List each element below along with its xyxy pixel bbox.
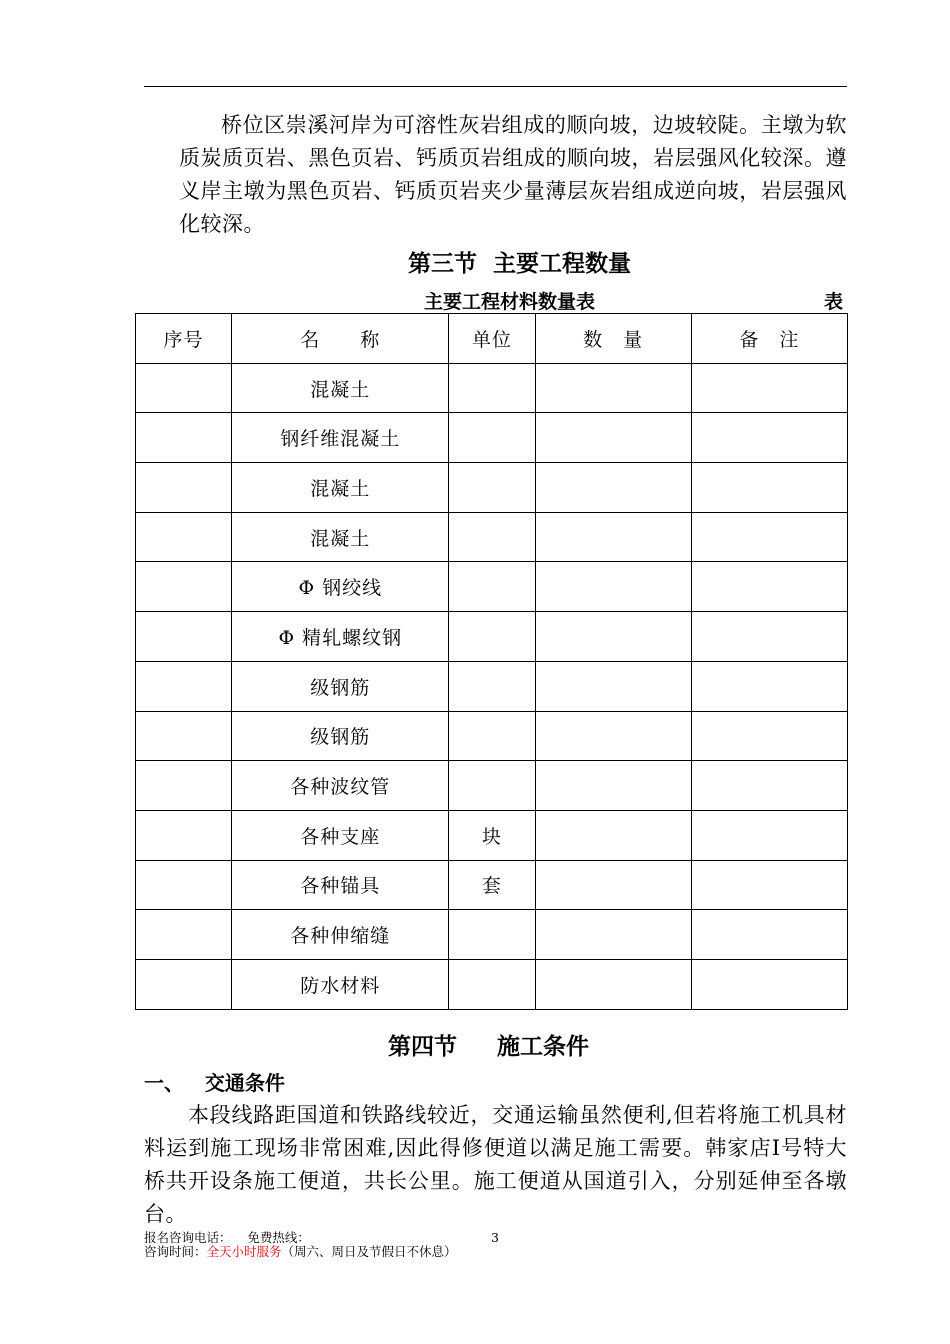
- table-body: [136, 363, 848, 1009]
- cell-no: [136, 860, 232, 910]
- cell-qty: [535, 413, 691, 463]
- cell-note: [691, 711, 847, 761]
- footer-hours-label: 咨询时间：: [144, 1244, 207, 1259]
- cell-note: [691, 761, 847, 811]
- table-row: [136, 711, 848, 761]
- cell-qty: [535, 612, 691, 662]
- table-row: [136, 810, 848, 860]
- cell-name: 防水材料: [232, 959, 449, 1009]
- footer-hours-line: [144, 1244, 457, 1259]
- cell-note: [691, 413, 847, 463]
- cell-note: [691, 363, 847, 413]
- cell-no: [136, 363, 232, 413]
- cell-unit: [449, 761, 535, 811]
- cell-name: 混凝土: [232, 512, 449, 562]
- cell-no: [136, 413, 232, 463]
- cell-unit: [449, 413, 535, 463]
- cell-unit: [449, 959, 535, 1009]
- table-row: [136, 413, 848, 463]
- cell-qty: [535, 860, 691, 910]
- header-rule: [144, 86, 847, 87]
- table-title-suffix: 表: [824, 291, 844, 313]
- cell-note: [691, 810, 847, 860]
- cell-unit: [449, 463, 535, 513]
- cell-name: 各种锚具: [232, 860, 449, 910]
- cell-no: [136, 512, 232, 562]
- table-row: [136, 761, 848, 811]
- footer-hours-note: （周六、周日及节假日不休息）: [281, 1244, 457, 1259]
- cell-no: [136, 959, 232, 1009]
- cell-no: [136, 463, 232, 513]
- cell-unit: 块: [449, 810, 535, 860]
- cell-qty: [535, 512, 691, 562]
- cell-note: [691, 910, 847, 960]
- cell-qty: [535, 711, 691, 761]
- cell-name: 各种支座: [232, 810, 449, 860]
- cell-qty: [535, 562, 691, 612]
- table-row: [136, 463, 848, 513]
- cell-qty: [535, 463, 691, 513]
- cell-no: [136, 910, 232, 960]
- section4-title: 第四节 施工条件: [388, 1034, 590, 1060]
- cell-unit: [449, 512, 535, 562]
- table-row: [136, 562, 848, 612]
- cell-unit: [449, 612, 535, 662]
- cell-name: 级钢筋: [232, 711, 449, 761]
- header-name: 名 称: [232, 314, 449, 364]
- table-title: 主要工程材料数量表: [424, 291, 596, 313]
- cell-qty: [535, 810, 691, 860]
- table-header-row: [136, 314, 848, 364]
- cell-name: Φ 钢绞线: [232, 562, 449, 612]
- cell-qty: [535, 363, 691, 413]
- table-row: [136, 860, 848, 910]
- header-qty: 数 量: [535, 314, 691, 364]
- cell-note: [691, 661, 847, 711]
- cell-name: 混凝土: [232, 463, 449, 513]
- cell-note: [691, 860, 847, 910]
- cell-name: 级钢筋: [232, 661, 449, 711]
- table-row: [136, 612, 848, 662]
- cell-no: [136, 612, 232, 662]
- cell-unit: [449, 711, 535, 761]
- cell-name: 各种伸缩缝: [232, 910, 449, 960]
- cell-qty: [535, 959, 691, 1009]
- traffic-paragraph: 本段线路距国道和铁路线较近，交通运输虽然便利,但若将施工机具材料运到施工现场非常困难,因此得修便道以满足施工需要。韩家店Ⅰ号特大桥共开设条施工便道，共长公里。施工便道从国道引入，分别延伸至各墩台。: [144, 1103, 847, 1226]
- table-row: [136, 959, 848, 1009]
- table-row: [136, 512, 848, 562]
- cell-unit: [449, 661, 535, 711]
- cell-name: 各种波纹管: [232, 761, 449, 811]
- cell-no: [136, 562, 232, 612]
- cell-no: [136, 810, 232, 860]
- cell-qty: [535, 661, 691, 711]
- cell-no: [136, 761, 232, 811]
- cell-qty: [535, 910, 691, 960]
- subsection-traffic-title: 一、 交通条件: [144, 1071, 285, 1095]
- header-note: 备 注: [691, 314, 847, 364]
- header-unit: 单位: [449, 314, 535, 364]
- cell-name: 钢纤维混凝土: [232, 413, 449, 463]
- cell-note: [691, 959, 847, 1009]
- cell-note: [691, 562, 847, 612]
- cell-note: [691, 512, 847, 562]
- table-row: [136, 661, 848, 711]
- cell-note: [691, 612, 847, 662]
- intro-paragraph: 桥位区崇溪河岸为可溶性灰岩组成的顺向坡，边坡较陡。主墩为软质炭质页岩、黑色页岩、钙质页岩组成的顺向坡，岩层强风化较深。遵义岸主墩为黑色页岩、钙质页岩夹少量薄层灰岩组成逆向坡，岩层强风化较深。: [179, 113, 847, 236]
- cell-name: Φ 精轧螺纹钢: [232, 612, 449, 662]
- cell-unit: 套: [449, 860, 535, 910]
- cell-note: [691, 463, 847, 513]
- cell-unit: [449, 910, 535, 960]
- footer-hours-highlight: 全天小时服务: [206, 1244, 282, 1259]
- section3-title: 第三节 主要工程数量: [408, 251, 632, 277]
- cell-unit: [449, 562, 535, 612]
- header-no: 序号: [136, 314, 232, 364]
- table-row: [136, 363, 848, 413]
- footer-contact-line: 报名咨询电话： 免费热线：: [144, 1230, 310, 1245]
- cell-name: 混凝土: [232, 363, 449, 413]
- cell-no: [136, 661, 232, 711]
- materials-table: [135, 313, 848, 1010]
- page-number: 3: [491, 1230, 499, 1245]
- cell-no: [136, 711, 232, 761]
- cell-unit: [449, 363, 535, 413]
- table-row: [136, 910, 848, 960]
- cell-qty: [535, 761, 691, 811]
